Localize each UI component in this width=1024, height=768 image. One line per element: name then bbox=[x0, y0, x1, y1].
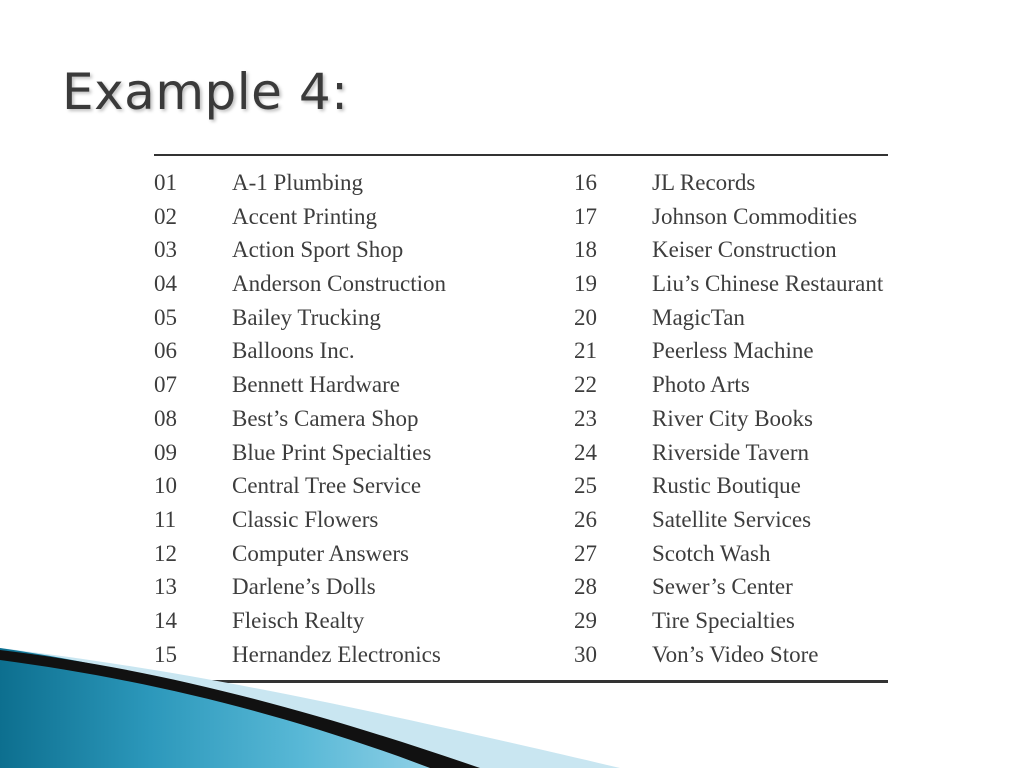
business-name: Darlene’s Dolls bbox=[232, 574, 376, 600]
business-name: Action Sport Shop bbox=[232, 237, 404, 263]
row-number: 23 bbox=[574, 405, 597, 431]
business-name: Satellite Services bbox=[652, 506, 812, 532]
row-number: 11 bbox=[154, 506, 177, 532]
row-number: 02 bbox=[154, 203, 177, 229]
business-name: Peerless Machine bbox=[652, 338, 814, 364]
business-name: Anderson Construction bbox=[232, 271, 447, 297]
row-number: 30 bbox=[574, 641, 597, 667]
row-number: 21 bbox=[574, 338, 597, 364]
business-name: Fleisch Realty bbox=[232, 607, 365, 633]
business-name: Balloons Inc. bbox=[232, 338, 355, 364]
row-number: 08 bbox=[154, 405, 177, 431]
business-name: Classic Flowers bbox=[232, 506, 379, 532]
business-name: A-1 Plumbing bbox=[232, 170, 363, 195]
business-name: Johnson Commodities bbox=[652, 203, 858, 229]
row-number: 24 bbox=[574, 439, 597, 465]
business-name: Blue Print Specialties bbox=[232, 439, 432, 465]
business-name: Bailey Trucking bbox=[232, 304, 381, 330]
row-number: 19 bbox=[574, 271, 597, 297]
business-name: Riverside Tavern bbox=[652, 439, 810, 465]
row-number: 07 bbox=[154, 372, 177, 398]
row-number: 05 bbox=[154, 304, 177, 330]
row-number: 03 bbox=[154, 237, 177, 263]
row-number: 17 bbox=[574, 203, 597, 229]
row-number: 10 bbox=[154, 473, 177, 499]
row-number: 06 bbox=[154, 338, 177, 364]
business-name: Liu’s Chinese Restaurant bbox=[652, 271, 884, 297]
row-number: 04 bbox=[154, 271, 177, 297]
business-name: Tire Specialties bbox=[652, 607, 795, 633]
business-name: JL Records bbox=[652, 170, 756, 195]
row-number: 12 bbox=[154, 540, 177, 566]
row-number: 25 bbox=[574, 473, 597, 499]
row-number: 14 bbox=[154, 607, 177, 633]
business-name: Von’s Video Store bbox=[652, 641, 819, 667]
row-number: 26 bbox=[574, 506, 597, 532]
business-name: Best’s Camera Shop bbox=[232, 405, 419, 431]
business-name: Accent Printing bbox=[232, 203, 377, 229]
business-name: River City Books bbox=[652, 405, 814, 431]
row-number: 20 bbox=[574, 304, 597, 330]
business-name: Rustic Boutique bbox=[652, 473, 801, 499]
row-number: 01 bbox=[154, 170, 177, 195]
row-number: 28 bbox=[574, 574, 597, 600]
business-name: Scotch Wash bbox=[652, 540, 771, 566]
business-name: Central Tree Service bbox=[232, 473, 422, 499]
business-name: Photo Arts bbox=[652, 372, 750, 398]
row-number: 15 bbox=[154, 641, 177, 667]
business-name: Computer Answers bbox=[232, 540, 409, 566]
business-name: MagicTan bbox=[652, 304, 745, 330]
row-number: 16 bbox=[574, 170, 597, 195]
business-name: Keiser Construction bbox=[652, 237, 837, 263]
business-name: Hernandez Electronics bbox=[232, 641, 441, 667]
slide-title: Example 4: bbox=[62, 63, 349, 121]
row-number: 18 bbox=[574, 237, 597, 263]
row-number: 13 bbox=[154, 574, 177, 600]
row-number: 09 bbox=[154, 439, 177, 465]
business-name: Sewer’s Center bbox=[652, 574, 793, 600]
business-name: Bennett Hardware bbox=[232, 372, 400, 398]
row-number: 27 bbox=[574, 540, 597, 566]
row-number: 22 bbox=[574, 372, 597, 398]
row-number: 29 bbox=[574, 607, 597, 633]
